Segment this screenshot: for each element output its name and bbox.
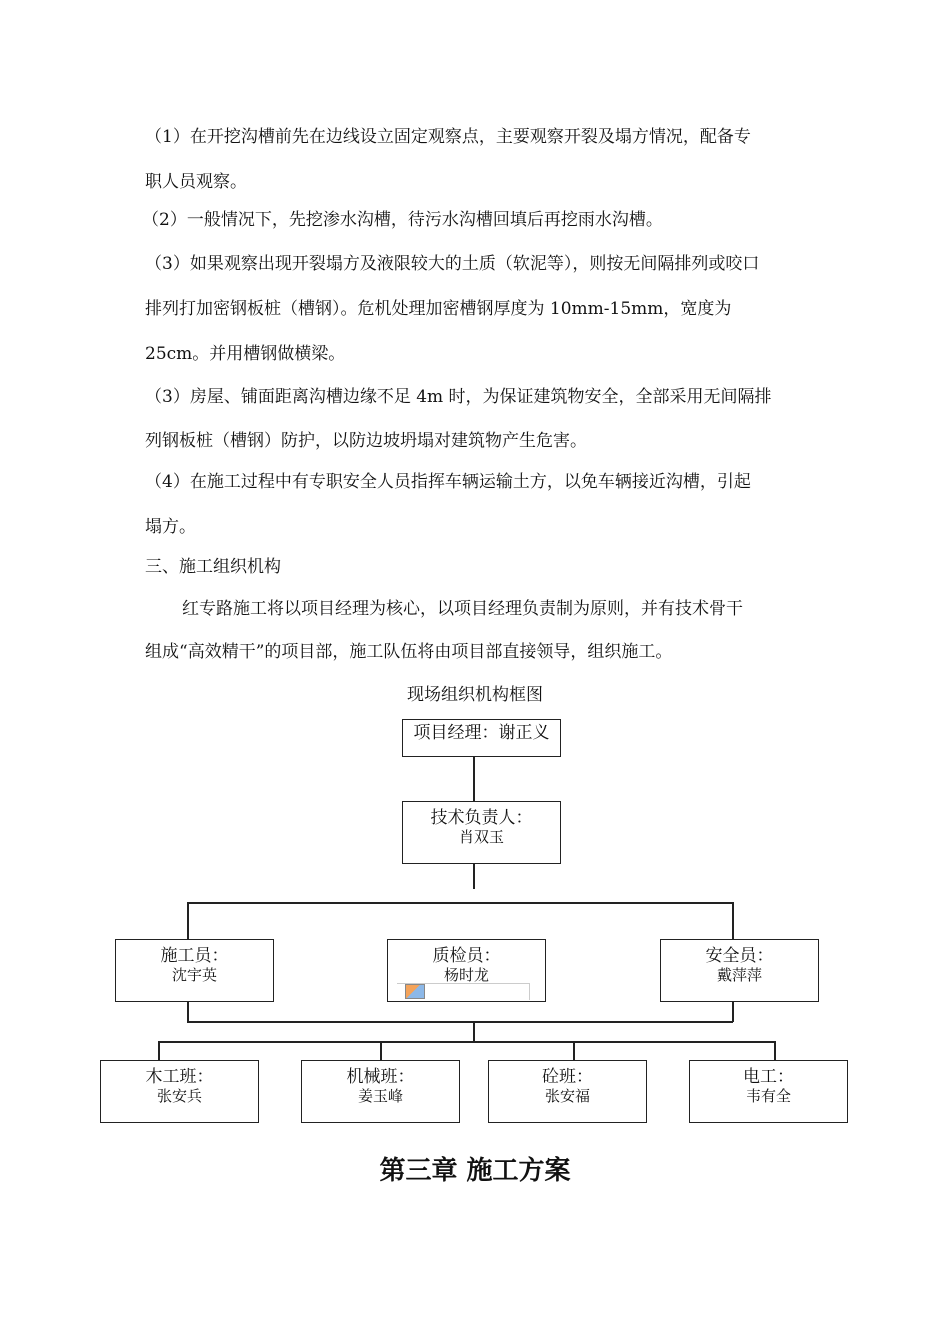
machinery-team-role: 机械班： (346, 1067, 415, 1087)
electrician-box (689, 1060, 848, 1123)
paragraph-line: （3）房屋、铺面距离沟槽边缘不足 4m 时，为保证建筑物安全，全部采用无间隔排 (145, 387, 772, 407)
tech-lead-box (402, 801, 561, 864)
construction-officer-person: 沈宇英 (171, 966, 217, 984)
broken-image-icon (405, 984, 425, 999)
connector (187, 902, 189, 940)
carpentry-team-role: 木工班： (145, 1067, 214, 1087)
connector (473, 864, 475, 889)
connector (473, 1021, 475, 1042)
paragraph-line: 红专路施工将以项目经理为核心，以项目经理负责制为原则，并有技术骨干 (182, 599, 743, 619)
connector (473, 757, 475, 802)
carpentry-team-person: 张安兵 (156, 1087, 202, 1105)
connector (158, 1041, 775, 1043)
construction-officer-box (115, 939, 274, 1002)
connector (774, 1041, 776, 1061)
concrete-team-role: 砼班： (542, 1067, 593, 1087)
construction-officer-role: 施工员： (160, 946, 229, 966)
manager-label: 项目经理：谢正义 (413, 723, 550, 743)
paragraph-line: （4）在施工过程中有专职安全人员指挥车辆运输土方，以免车辆接近沟槽，引起 (145, 472, 751, 492)
machinery-team-box (301, 1060, 460, 1123)
safety-officer-box (660, 939, 819, 1002)
paragraph-line: （3）如果观察出现开裂塌方及液限较大的土质（软泥等），则按无间隔排列或咬口 (145, 254, 760, 274)
carpentry-team-box (100, 1060, 259, 1123)
paragraph-line: 列钢板桩（槽钢）防护，以防边坡坍塌对建筑物产生危害。 (145, 431, 587, 451)
paragraph-line: 组成“高效精干”的项目部，施工队伍将由项目部直接领导，组织施工。 (145, 642, 673, 662)
paragraph-line: 塌方。 (145, 517, 196, 537)
chapter-title: 第三章 施工方案 (379, 1156, 571, 1186)
concrete-team-box (488, 1060, 647, 1123)
connector (187, 1021, 733, 1023)
electrician-person: 韦有全 (745, 1087, 791, 1105)
safety-officer-person: 戴萍萍 (716, 966, 762, 984)
connector (573, 1041, 575, 1061)
connector (732, 1002, 734, 1022)
quality-inspector-person: 杨时龙 (443, 966, 489, 984)
connector (380, 1041, 382, 1061)
org-chart-title: 现场组织机构框图 (407, 685, 543, 705)
paragraph-line: 25cm。并用槽钢做横梁。 (145, 344, 346, 364)
connector (158, 1041, 160, 1061)
section-heading: 三、施工组织机构 (145, 557, 281, 577)
quality-inspector-role: 质检员： (432, 946, 501, 966)
electrician-role: 电工： (743, 1067, 794, 1087)
safety-officer-role: 安全员： (705, 946, 774, 966)
paragraph-line: （2）一般情况下，先挖渗水沟槽，待污水沟槽回填后再挖雨水沟槽。 (142, 210, 663, 230)
paragraph-line: 排列打加密钢板桩（槽钢）。危机处理加密槽钢厚度为 10mm-15mm，宽度为 (145, 299, 732, 319)
machinery-team-person: 姜玉峰 (357, 1087, 403, 1105)
tech-lead-person: 肖双玉 (458, 828, 504, 846)
paragraph-line: 职人员观察。 (145, 172, 247, 192)
connector (187, 902, 733, 904)
manager-box (402, 719, 561, 757)
tech-lead-role: 技术负责人： (430, 808, 533, 828)
paragraph-line: （1）在开挖沟槽前先在边线设立固定观察点，主要观察开裂及塌方情况，配备专 (145, 127, 751, 147)
connector (732, 902, 734, 940)
connector (187, 1002, 189, 1022)
concrete-team-person: 张安福 (544, 1087, 590, 1105)
